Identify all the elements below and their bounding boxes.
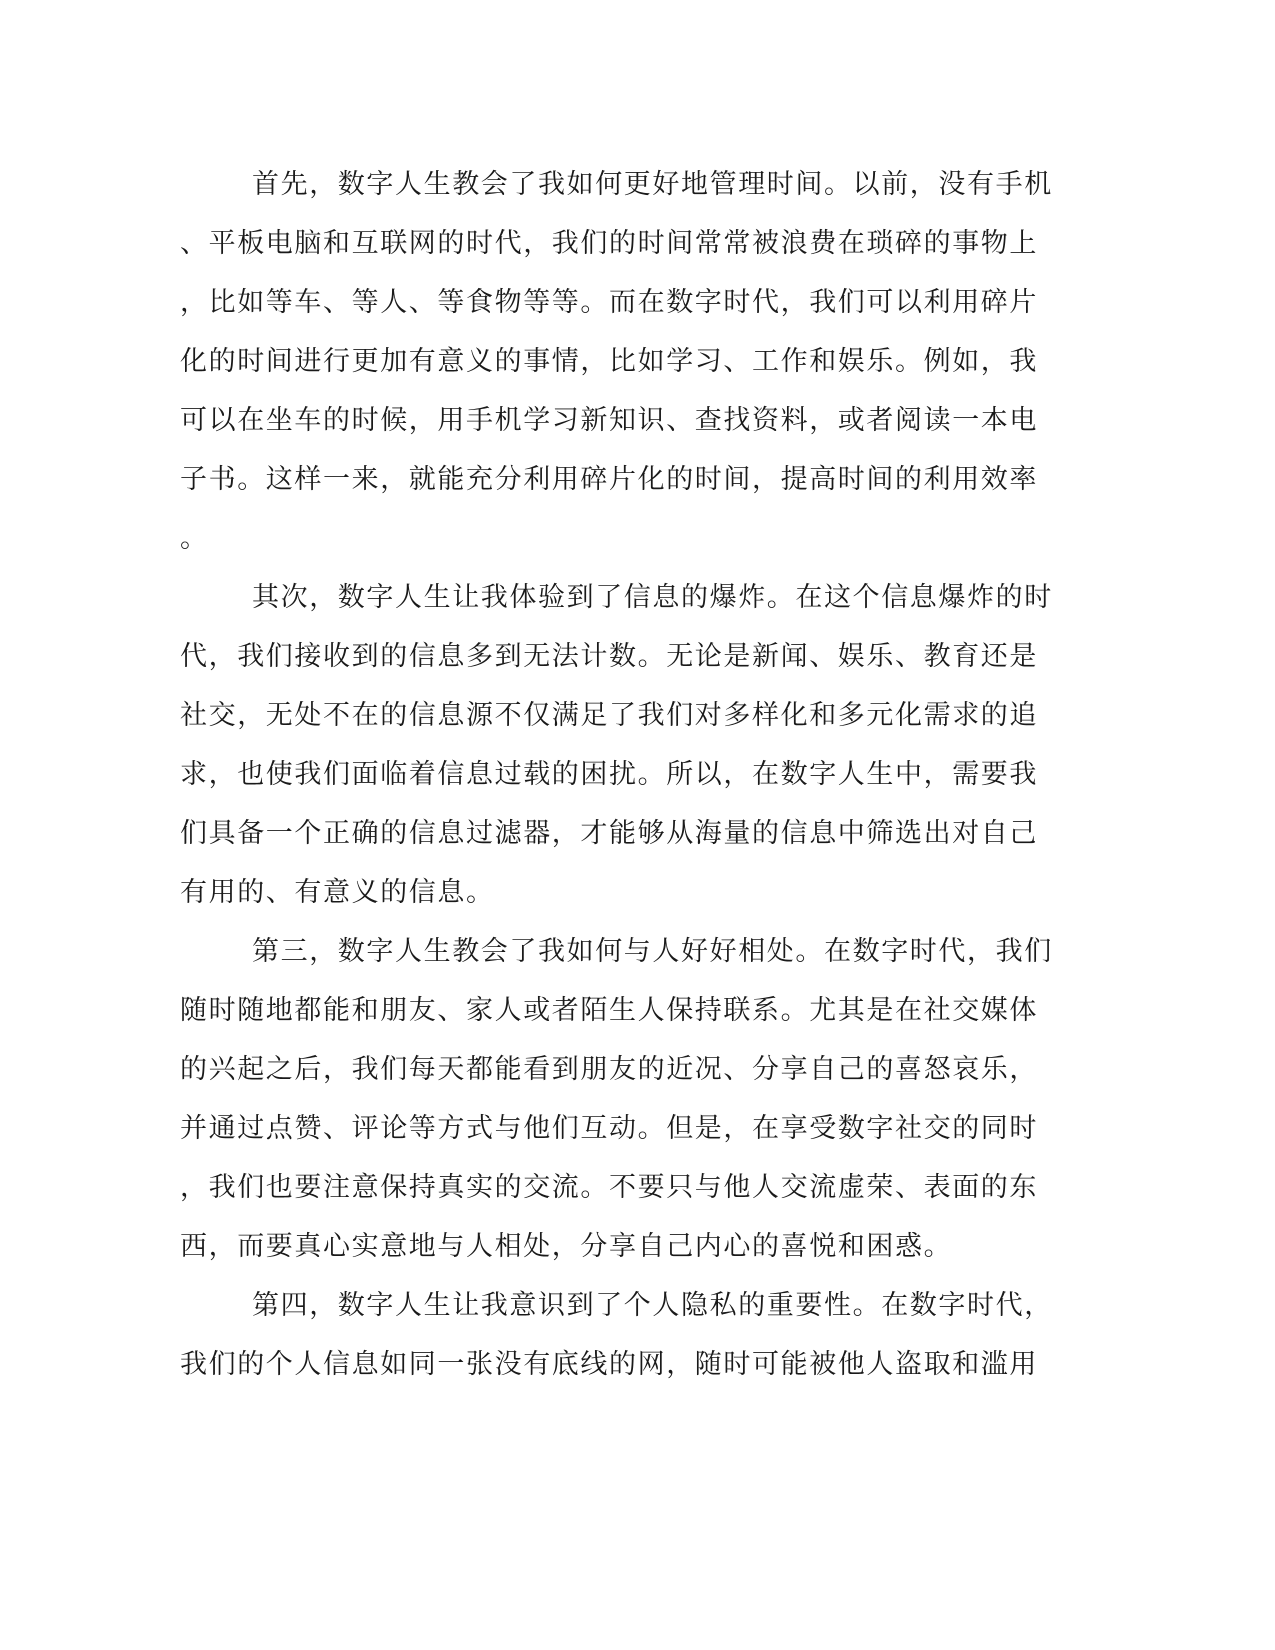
paragraph-information-explosion xyxy=(180,568,1053,922)
paragraph-line: 我们的个人信息如同一张没有底线的网，随时可能被他人盗取和滥用 xyxy=(180,1349,1038,1380)
paragraph-line: 的兴起之后，我们每天都能看到朋友的近况、分享自己的喜怒哀乐， xyxy=(180,1054,1038,1085)
paragraph-line: 有用的、有意义的信息。 xyxy=(180,877,495,908)
paragraph-line: 们具备一个正确的信息过滤器，才能够从海量的信息中筛选出对自己 xyxy=(180,818,1038,849)
paragraph-line: 西，而要真心实意地与人相处，分享自己内心的喜悦和困惑。 xyxy=(180,1231,953,1262)
paragraph-line: 、平板电脑和互联网的时代，我们的时间常常被浪费在琐碎的事物上 xyxy=(180,228,1038,259)
paragraph-line: ，比如等车、等人、等食物等等。而在数字时代，我们可以利用碎片 xyxy=(180,287,1038,318)
paragraph-social-relations xyxy=(180,922,1053,1276)
paragraph-line: 其次，数字人生让我体验到了信息的爆炸。在这个信息爆炸的时 xyxy=(252,582,1053,613)
paragraph-line: 可以在坐车的时候，用手机学习新知识、查找资料，或者阅读一本电 xyxy=(180,405,1038,436)
document-body xyxy=(180,155,1053,1394)
paragraph-line: 。 xyxy=(180,523,209,554)
paragraph-line: 第四，数字人生让我意识到了个人隐私的重要性。在数字时代， xyxy=(252,1290,1053,1321)
paragraph-line: 社交，无处不在的信息源不仅满足了我们对多样化和多元化需求的追 xyxy=(180,700,1038,731)
paragraph-line: 化的时间进行更加有意义的事情，比如学习、工作和娱乐。例如，我 xyxy=(180,346,1038,377)
paragraph-line: 第三，数字人生教会了我如何与人好好相处。在数字时代，我们 xyxy=(252,936,1053,967)
paragraph-time-management xyxy=(180,155,1053,568)
paragraph-privacy xyxy=(180,1276,1053,1394)
paragraph-line: 求，也使我们面临着信息过载的困扰。所以，在数字人生中，需要我 xyxy=(180,759,1038,790)
paragraph-line: 随时随地都能和朋友、家人或者陌生人保持联系。尤其是在社交媒体 xyxy=(180,995,1038,1026)
paragraph-line: 代，我们接收到的信息多到无法计数。无论是新闻、娱乐、教育还是 xyxy=(180,641,1038,672)
paragraph-line: ，我们也要注意保持真实的交流。不要只与他人交流虚荣、表面的东 xyxy=(180,1172,1038,1203)
paragraph-line: 子书。这样一来，就能充分利用碎片化的时间，提高时间的利用效率 xyxy=(180,464,1038,495)
paragraph-line: 首先，数字人生教会了我如何更好地管理时间。以前，没有手机 xyxy=(252,169,1053,200)
paragraph-line: 并通过点赞、评论等方式与他们互动。但是，在享受数字社交的同时 xyxy=(180,1113,1038,1144)
